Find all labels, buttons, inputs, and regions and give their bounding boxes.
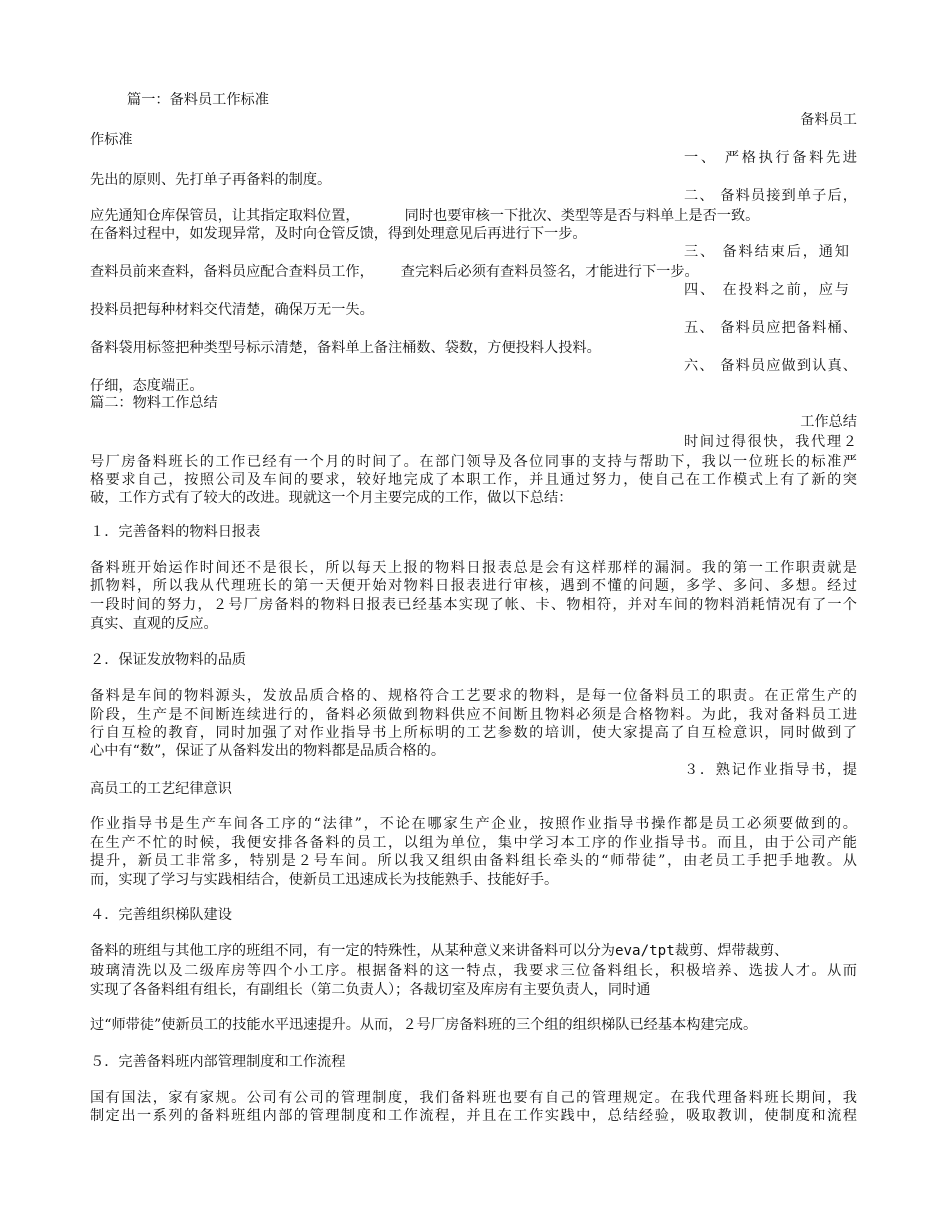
section-1-line-4: 真实、直观的反应。 [90, 616, 218, 632]
part1-item-6-head: 六、 备料员应做到认真、 [684, 358, 857, 374]
part1-title: 篇一：备料员工作标准 [127, 92, 269, 108]
section-4-line-2: 玻璃清洗以及二级库房等四个小工序。根据备料的这一特点，我要求三位备料组长，积极培养、选拔人才。从而 [90, 963, 857, 979]
part2-subtitle: 工作总结 [800, 414, 857, 430]
section-4-line-1-text-a: 备料的班组与其他工序的班组不同，有一定的特殊性，从某种意义来讲备料可以分为 [90, 943, 615, 959]
part1-item-5-text: 备料袋用标签把种类型号标示清楚，备料单上备注桶数、袋数，方便投料人投料。 [90, 340, 601, 356]
section-3-line-1: 作业指导书是生产车间各工序的“法律”，不论在哪家生产企业，按照作业指导书操作都是员工必须要做到的。 [90, 816, 857, 832]
part2-intro-line-3: 格要求自己，按照公司及车间的要求，较好地完成了本职工作，并且通过努力，使自己在工作模式上有了新的突 [90, 472, 857, 488]
part2-intro-line-4: 破，工作方式有了较大的改进。现就这一个月主要完成的工作，做以下总结： [90, 490, 573, 506]
section-2-heading: ２．保证发放物料的品质 [90, 652, 247, 668]
part2-intro-line-2: 号厂房备料班长的工作已经有一个月的时间了。在部门领导及各位同事的支持与帮助下，我以一位班长的标准严 [90, 454, 857, 470]
section-5-line-2: 制定出一系列的备料班组内部的管理制度和工作流程，并且在工作实践中，总结经验，吸取教训，使制度和流程 [90, 1108, 857, 1124]
section-3-line-2: 在生产不忙的时候，我便安排各备料的员工，以组为单位，集中学习本工序的作业指导书。而且，由于公司产能 [90, 835, 857, 851]
section-3-line-4: 而，实现了学习与实践相结合，使新员工迅速成长为技能熟手、技能好手。 [90, 872, 559, 888]
section-2-line-3: 行自互检的教育，同时加强了对作业指导书上所标明的工艺参数的培训，使大家提高了自互检意识，同时做到了 [90, 725, 857, 741]
section-4-line-1-text-b: 裁剪、焊带裁剪、 [674, 943, 789, 959]
part1-item-6-text: 仔细，态度端正。 [90, 378, 204, 394]
section-4-heading: ４．完善组织梯队建设 [90, 907, 232, 923]
section-1-line-3: 一段时间的努力，２号厂房备料的物料日报表已经基本实现了帐、卡、物相符，并对车间的物料消耗情况有了一个 [90, 597, 857, 613]
part1-item-1-text: 先出的原则、先打单子再备料的制度。 [90, 172, 332, 188]
part1-item-3-head: 三、 备料结束后，通知 [684, 244, 849, 260]
section-4-line-3: 实现了各备料组有组长，有副组长（第二负责人）；各裁切室及库房有主要负责人，同时通 [90, 982, 651, 998]
section-4-line-4: 过“师带徒”使新员工的技能水平迅速提升。从而，２号厂房备料班的三个组的组织梯队已经基本构建完成。 [90, 1017, 758, 1033]
part2-intro-line-1: 时间过得很快，我代理２ [684, 434, 857, 450]
section-4-line-1 [90, 941, 788, 961]
section-3-heading-continued: 高员工的工艺纪律意识 [90, 781, 232, 797]
part1-item-2-text-2: 在备料过程中，如发现异常，及时向仓管反馈，得到处理意见后再进行下一步。 [90, 226, 587, 242]
section-1-line-1: 备料班开始运作时间还不是很长，所以每天上报的物料日报表总是会有这样那样的漏洞。我的第一工作职责就是 [90, 560, 857, 576]
section-5-line-1: 国有国法，家有家规。公司有公司的管理制度，我们备料班也要有自己的管理规定。在我代理备料班长期间，我 [90, 1090, 857, 1106]
part1-title-continued: 备料员工 [800, 112, 857, 128]
part2-title: 篇二：物料工作总结 [90, 395, 218, 411]
part1-item-1-head: 一、 严格执行备料先进 [684, 150, 857, 166]
section-4-code-term: eva/tpt [614, 943, 675, 959]
section-2-line-2: 阶段，生产是不间断连续进行的，备料必须做到物料供应不间断且物料必须是合格物料。为此，我对备料员工进 [90, 707, 857, 723]
section-3-heading: ３．熟记作业指导书，提 [684, 762, 857, 778]
part1-item-4-text: 投料员把每种材料交代清楚，确保万无一失。 [90, 302, 374, 318]
part1-title-continued-2: 作标准 [90, 132, 133, 148]
section-5-heading: ５．完善备料班内部管理制度和工作流程 [90, 1054, 346, 1070]
section-2-line-4: 心中有“数”，保证了从备料发出的物料都是品质合格的。 [90, 743, 446, 759]
part1-item-4-head: 四、 在投料之前，应与 [684, 282, 849, 298]
section-1-heading: １．完善备料的物料日报表 [90, 524, 261, 540]
section-3-line-3: 提升，新员工非常多，特别是２号车间。所以我又组织由备料组长牵头的“师带徒”，由老员工手把手地教。从 [90, 853, 857, 869]
part1-item-2-text: 应先通知仓库保管员，让其指定取料位置， 同时也要审核一下批次、类型等是否与料单上是否一致。 [90, 208, 760, 224]
part1-item-3-text: 查料员前来查料，备料员应配合查料员工作， 查完料后必须有查料员签名，才能进行下一步。 [90, 264, 699, 280]
section-1-line-2: 抓物料，所以我从代理班长的第一天便开始对物料日报表进行审核，遇到不懂的问题，多学、多问、多想。经过 [90, 578, 857, 594]
part1-item-2-head: 二、 备料员接到单子后， [684, 188, 857, 204]
part1-item-5-head: 五、 备料员应把备料桶、 [684, 320, 857, 336]
section-2-line-1: 备料是车间的物料源头，发放品质合格的、规格符合工艺要求的物料，是每一位备料员工的职责。在正常生产的 [90, 688, 857, 704]
